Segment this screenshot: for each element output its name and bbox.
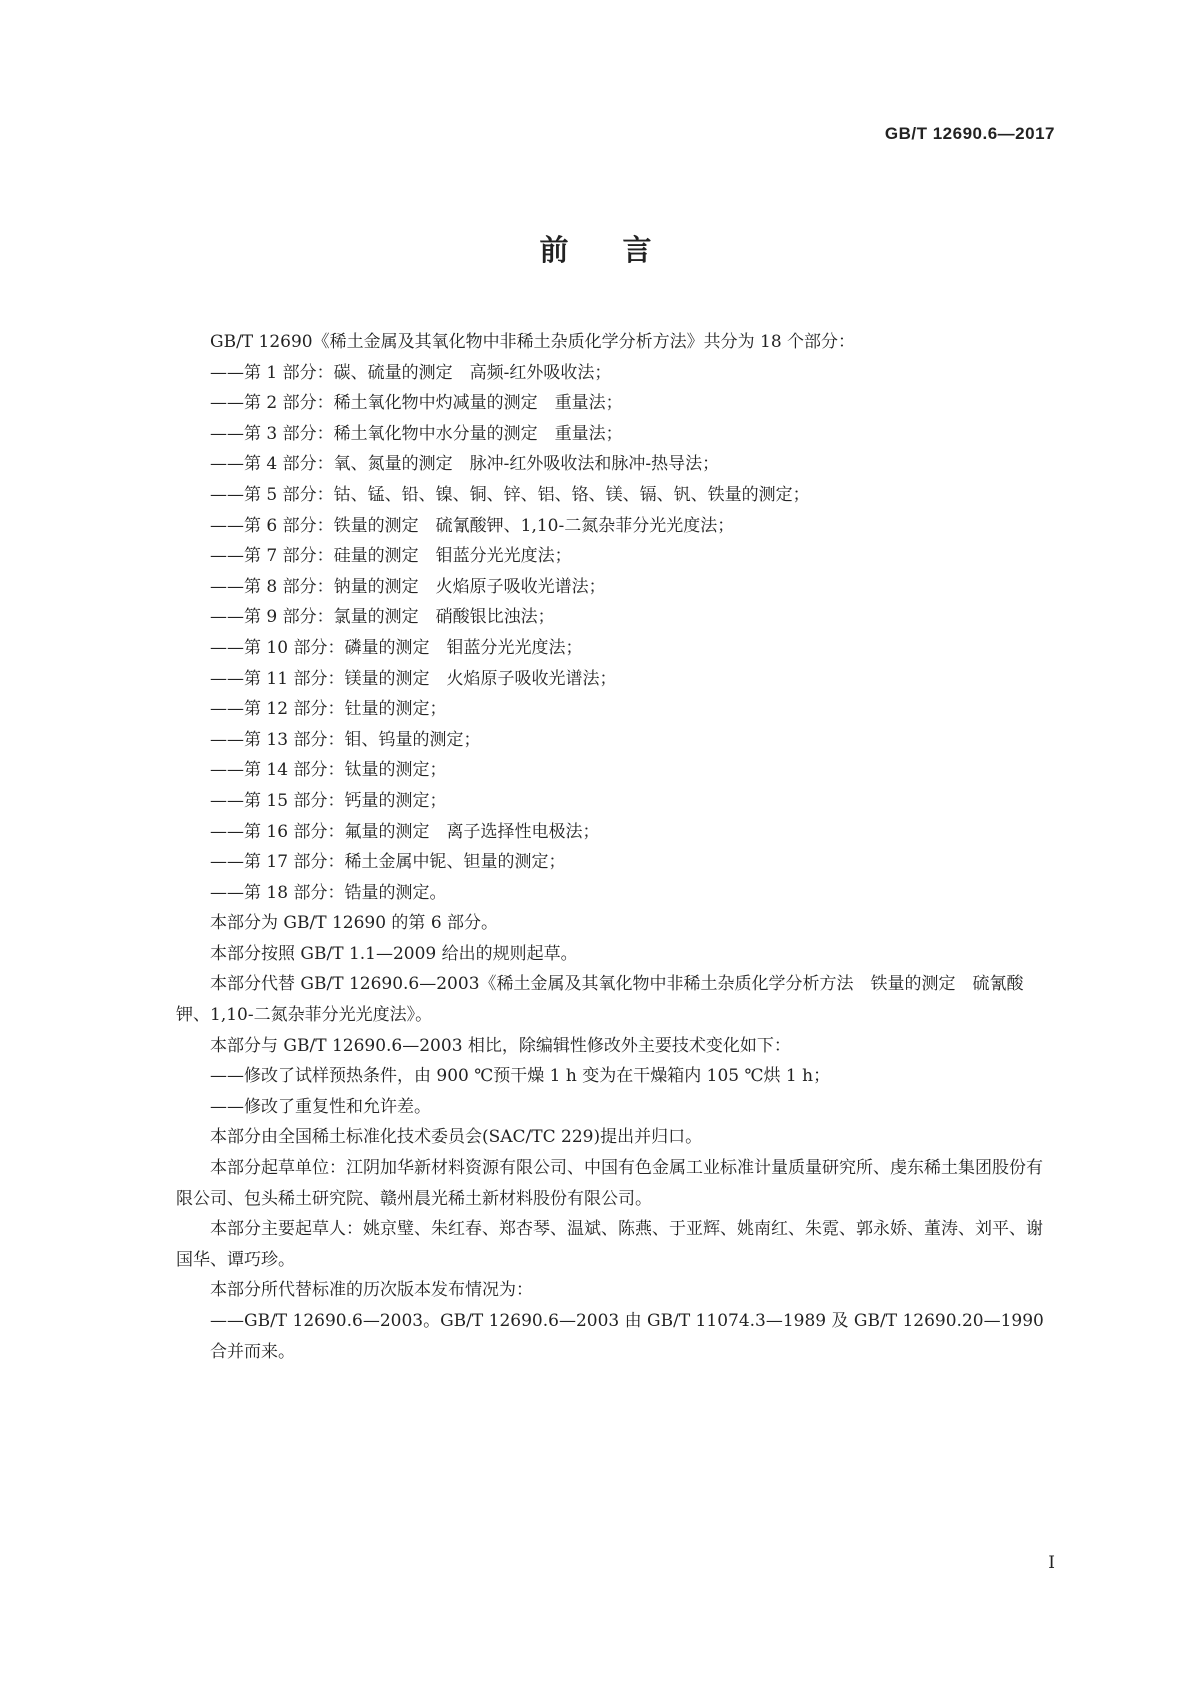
list-item: ——第 12 部分：钍量的测定； xyxy=(210,699,447,720)
list-item: ——第 15 部分：钙量的测定； xyxy=(210,790,447,811)
foreword-body xyxy=(176,327,1056,1367)
change-item: ——修改了重复性和允许差。 xyxy=(210,1096,431,1117)
history-text: GB/T 12690.6—2003。GB/T 12690.6—2003 由 GB/T 11074.3—1989 及 GB/T 12690.20—1990 合并而来。 xyxy=(210,1311,1044,1362)
history-intro: 本部分所代替标准的历次版本发布情况为： xyxy=(210,1280,533,1301)
list-item: ——第 7 部分：硅量的测定 钼蓝分光光度法； xyxy=(210,546,572,567)
intro-paragraph: GB/T 12690《稀土金属及其氧化物中非稀土杂质化学分析方法》共分为 18 个部分： xyxy=(210,332,856,352)
list-item: ——第 8 部分：钠量的测定 火焰原子吸收光谱法； xyxy=(210,576,606,597)
drafters: 本部分主要起草人：姚京璧、朱红春、郑杏琴、温斌、陈燕、于亚辉、姚南红、朱霓、郭永娇、董涛、刘平、谢国华、谭巧珍。 xyxy=(176,1219,1043,1270)
list-item: ——第 14 部分：钛量的测定； xyxy=(210,760,447,781)
list-item: ——第 5 部分：钴、锰、铅、镍、铜、锌、铝、铬、镁、镉、钒、铁量的测定； xyxy=(210,484,810,505)
page-number: I xyxy=(1048,1553,1055,1573)
change-item: ——修改了试样预热条件，由 900 ℃预干燥 1 h 变为在干燥箱内 105 ℃烘 1 h； xyxy=(210,1066,831,1087)
list-item: ——第 17 部分：稀土金属中铌、钽量的测定； xyxy=(210,852,566,873)
history-dash: —— xyxy=(210,1311,244,1331)
list-item: ——第 13 部分：钼、钨量的测定； xyxy=(210,729,481,750)
list-item: ——第 4 部分：氧、氮量的测定 脉冲-红外吸收法和脉冲-热导法； xyxy=(210,454,720,475)
list-item: ——第 18 部分：锆量的测定。 xyxy=(210,882,447,903)
changes-intro: 本部分与 GB/T 12690.6—2003 相比，除编辑性修改外主要技术变化如下： xyxy=(210,1035,791,1056)
list-item: ——第 11 部分：镁量的测定 火焰原子吸收光谱法； xyxy=(210,668,617,689)
page-title: 前言 xyxy=(539,233,706,267)
list-item: ——第 6 部分：铁量的测定 硫氰酸钾、1,10-二氮杂菲分光光度法； xyxy=(210,515,735,536)
history-item xyxy=(176,1306,1056,1367)
drafting-rules-statement: 本部分按照 GB/T 1.1—2009 给出的规则起草。 xyxy=(210,943,578,964)
drafting-units: 本部分起草单位：江阴加华新材料资源有限公司、中国有色金属工业标准计量质量研究所、虔东稀土集团股份有限公司、包头稀土研究院、赣州晨光稀土新材料股份有限公司。 xyxy=(176,1158,1043,1209)
part-statement: 本部分为 GB/T 12690 的第 6 部分。 xyxy=(210,913,499,934)
list-item: ——第 1 部分：碳、硫量的测定 高频-红外吸收法； xyxy=(210,362,612,383)
committee-statement: 本部分由全国稀土标准化技术委员会(SAC/TC 229)提出并归口。 xyxy=(210,1127,703,1148)
list-item: ——第 2 部分：稀土氧化物中灼减量的测定 重量法； xyxy=(210,393,623,414)
list-item: ——第 16 部分：氟量的测定 离子选择性电极法； xyxy=(210,821,600,842)
parts-list xyxy=(176,358,1056,909)
list-item: ——第 9 部分：氯量的测定 硝酸银比浊法； xyxy=(210,607,555,628)
standard-number: GB/T 12690.6—2017 xyxy=(884,124,1055,143)
replacement-statement: 本部分代替 GB/T 12690.6—2003《稀土金属及其氧化物中非稀土杂质化学分析方法 铁量的测定 硫氰酸钾、1,10-二氮杂菲分光光度法》。 xyxy=(176,974,1024,1026)
list-item: ——第 3 部分：稀土氧化物中水分量的测定 重量法； xyxy=(210,423,623,444)
list-item: ——第 10 部分：磷量的测定 钼蓝分光光度法； xyxy=(210,637,583,658)
